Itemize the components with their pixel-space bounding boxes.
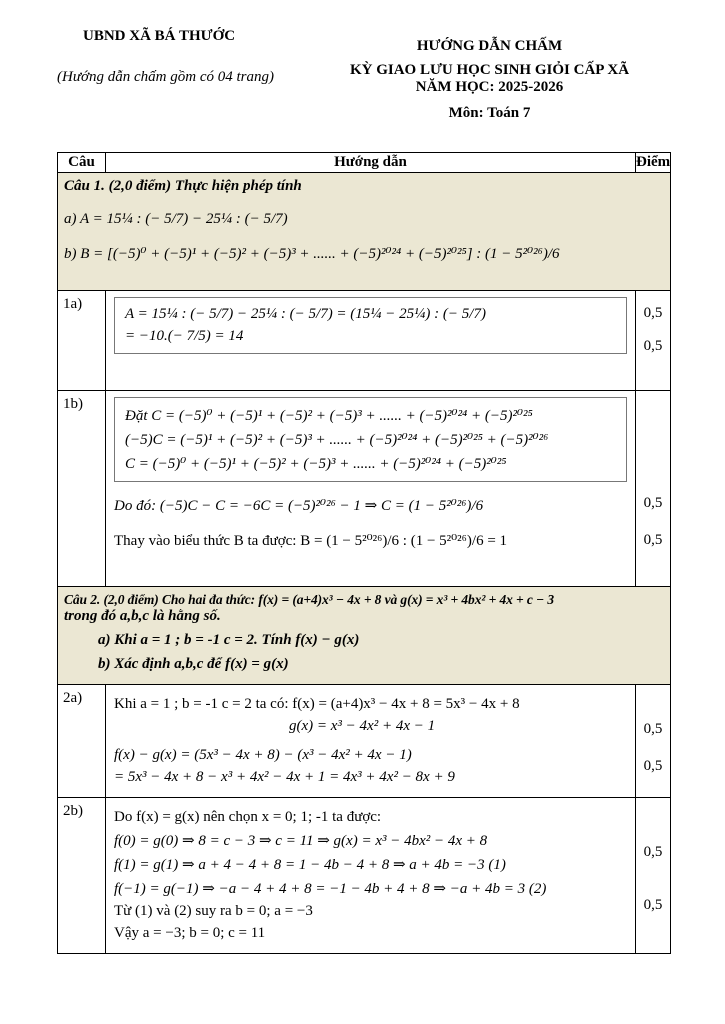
solution-line: Khi a = 1 ; b = -1 c = 2 ta có: f(x) = (a+4)x³ − 4x + 8 = 5x³ − 4x + 8	[114, 696, 520, 712]
answer-label-1b: 1b)	[58, 391, 106, 587]
header-right	[309, 26, 670, 122]
question-1-title: Câu 1. (2,0 điểm) Thực hiện phép tính	[64, 178, 302, 194]
question-2-statement	[58, 587, 671, 685]
point-value: 0,5	[643, 495, 663, 511]
school-year: NĂM HỌC: 2025-2026	[415, 79, 564, 95]
equation-frame	[114, 297, 627, 354]
section-row-cau-1	[58, 173, 671, 291]
point-value: 0,5	[643, 338, 663, 354]
column-header-huongdan: Hướng dẫn	[106, 153, 636, 173]
subject-line: Môn: Toán 7	[448, 105, 531, 121]
column-header-diem: Điểm	[636, 153, 671, 173]
points-cell-2b	[636, 798, 671, 954]
solution-2b	[106, 798, 636, 954]
question-1-part-a: a) A = 15¼ : (− 5/7) − 25¼ : (− 5/7)	[64, 211, 288, 227]
doc-title: HƯỚNG DẪN CHẤM	[416, 38, 563, 54]
points-list	[636, 291, 670, 355]
document-header	[57, 26, 670, 122]
solution-line: Từ (1) và (2) suy ra b = 0; a = −3	[114, 903, 313, 919]
point-value: 0,5	[643, 721, 663, 737]
grading-table	[57, 152, 671, 954]
header-left	[57, 26, 309, 122]
answer-label-1a: 1a)	[58, 291, 106, 391]
answer-row-2b	[58, 798, 671, 954]
solution-1a	[106, 291, 636, 391]
solution-1b	[106, 391, 636, 587]
point-value: 0,5	[643, 844, 663, 860]
question-1-statement	[58, 173, 671, 291]
points-list	[636, 798, 670, 914]
question-2-title-cont: trong đó a,b,c là hằng số.	[64, 608, 221, 624]
point-value: 0,5	[643, 532, 663, 548]
question-1-part-b: b) B = [(−5)⁰ + (−5)¹ + (−5)² + (−5)³ + ...... + (−5)²⁰²⁴ + (−5)²⁰²⁵] : (1 − 5²⁰²⁶)/6	[64, 246, 560, 262]
question-2-part-a: a) Khi a = 1 ; b = -1 c = 2. Tính f(x) − g(x)	[98, 632, 360, 648]
table-header-row	[58, 153, 671, 173]
solution-line: Do f(x) = g(x) nên chọn x = 0; 1; -1 ta được:	[114, 809, 382, 825]
solution-line: = −10.(− 7/5) = 14	[125, 328, 244, 344]
section-row-cau-2	[58, 587, 671, 685]
points-cell-1b	[636, 391, 671, 587]
solution-line: Thay vào biểu thức B ta được: B = (1 − 5²⁰²⁶)/6 : (1 − 5²⁰²⁶)/6 = 1	[114, 533, 508, 549]
answer-label-2b: 2b)	[58, 798, 106, 954]
answer-row-2a	[58, 685, 671, 798]
points-cell-2a	[636, 685, 671, 798]
solution-line: Đặt C = (−5)⁰ + (−5)¹ + (−5)² + (−5)³ + ...... + (−5)²⁰²⁴ + (−5)²⁰²⁵	[125, 408, 533, 424]
solution-line: g(x) = x³ − 4x² + 4x − 1	[289, 718, 436, 734]
question-2-part-b: b) Xác định a,b,c để f(x) = g(x)	[98, 656, 289, 672]
answer-row-1a	[58, 291, 671, 391]
column-header-cau: Câu	[58, 153, 106, 173]
solution-line: f(0) = g(0) ⇒ 8 = c − 3 ⇒ c = 11 ⇒ g(x) = x³ − 4bx² − 4x + 8	[114, 833, 488, 849]
pages-note: (Hướng dẫn chấm gồm có 04 trang)	[57, 69, 274, 85]
question-2-title: Câu 2. (2,0 điểm) Cho hai đa thức: f(x) = (a+4)x³ − 4x + 8 và g(x) = x³ + 4bx² + 4x + c − 3	[64, 592, 555, 607]
points-cell-1a	[636, 291, 671, 391]
solution-line: Vậy a = −3; b = 0; c = 11	[114, 925, 266, 941]
equation-frame	[114, 397, 627, 482]
solution-line: Do đó: (−5)C − C = −6C = (−5)²⁰²⁶ − 1 ⇒ C = (1 − 5²⁰²⁶)/6	[114, 498, 484, 514]
exam-name: KỲ GIAO LƯU HỌC SINH GIỎI CẤP XÃ	[349, 62, 630, 78]
solution-line: f(x) − g(x) = (5x³ − 4x + 8) − (x³ − 4x² + 4x − 1)	[114, 747, 412, 763]
answer-label-2a: 2a)	[58, 685, 106, 798]
answer-row-1b	[58, 391, 671, 587]
points-list	[636, 391, 670, 549]
points-list	[636, 685, 670, 775]
point-value: 0,5	[643, 758, 663, 774]
solution-line: A = 15¼ : (− 5/7) − 25¼ : (− 5/7) = (15¼ − 25¼) : (− 5/7)	[125, 306, 486, 322]
solution-line: = 5x³ − 4x + 8 − x³ + 4x² − 4x + 1 = 4x³ + 4x² − 8x + 9	[114, 769, 455, 785]
solution-line: f(1) = g(1) ⇒ a + 4 − 4 + 8 = 1 − 4b − 4 + 8 ⇒ a + 4b = −3 (1)	[114, 857, 506, 873]
point-value: 0,5	[643, 305, 663, 321]
solution-line: C = (−5)⁰ + (−5)¹ + (−5)² + (−5)³ + ...... + (−5)²⁰²⁴ + (−5)²⁰²⁵	[125, 456, 507, 472]
solution-line: (−5)C = (−5)¹ + (−5)² + (−5)³ + ...... + (−5)²⁰²⁴ + (−5)²⁰²⁵ + (−5)²⁰²⁶	[125, 432, 549, 448]
org-name: UBND XÃ BÁ THƯỚC	[83, 28, 236, 44]
point-value: 0,5	[643, 897, 663, 913]
solution-2a	[106, 685, 636, 798]
solution-line: f(−1) = g(−1) ⇒ −a − 4 + 4 + 8 = −1 − 4b + 4 + 8 ⇒ −a + 4b = 3 (2)	[114, 881, 547, 897]
